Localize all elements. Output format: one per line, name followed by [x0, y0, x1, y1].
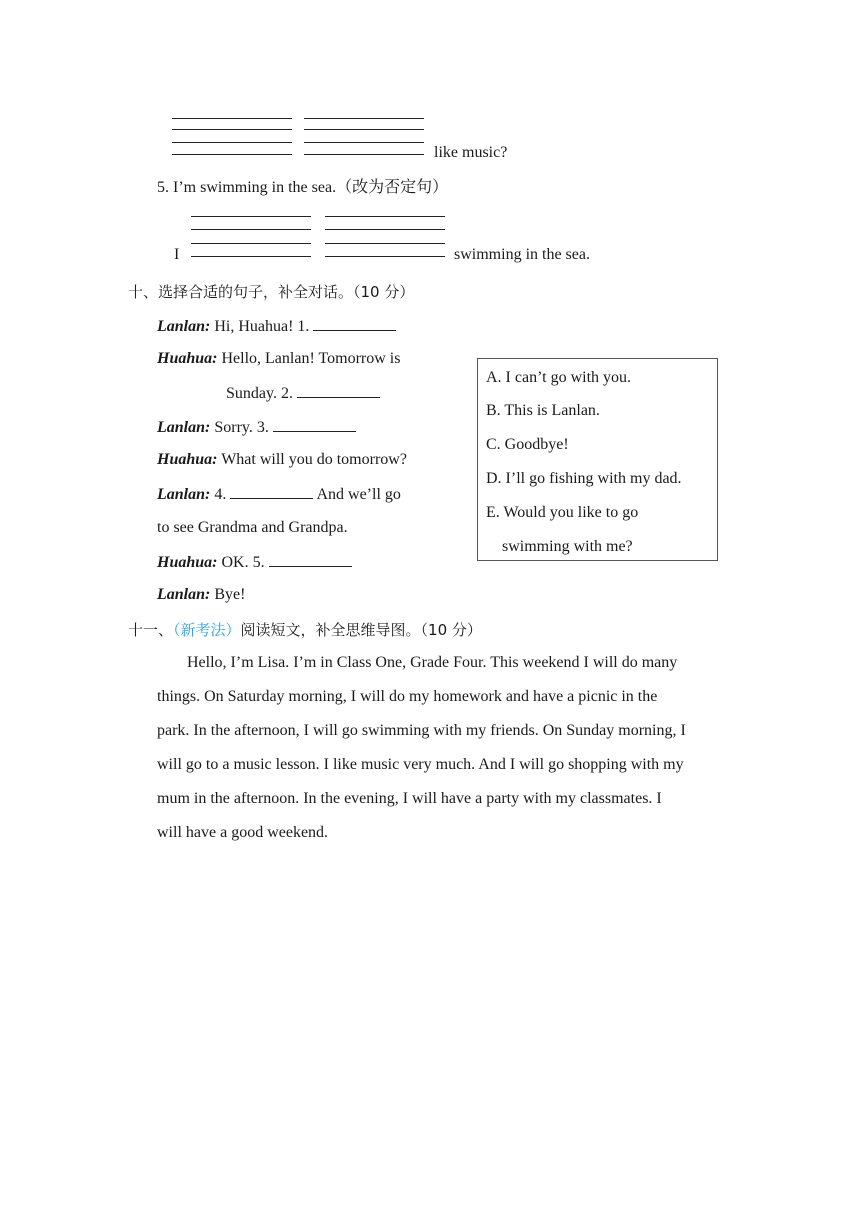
q5-prefix: I [174, 246, 180, 263]
answer-blank-q4-2[interactable] [304, 118, 424, 158]
dialogue-text: OK. 5. [221, 554, 265, 571]
dialogue-text: Sorry. 3. [214, 419, 269, 436]
dialogue-line [157, 417, 356, 438]
dialogue-text: 4. [214, 486, 227, 503]
speaker-name: Huahua: [157, 350, 218, 367]
option-e: E. Would you like to go [486, 504, 639, 521]
dialogue-text: What will you do tomorrow? [221, 451, 407, 468]
dialogue-line [157, 552, 352, 573]
q5-prompt: 5. I’m swimming in the sea.（改为否定句） [157, 179, 449, 196]
speaker-name: Huahua: [157, 451, 218, 468]
answer-blank-5[interactable] [269, 552, 352, 567]
q5-suffix: swimming in the sea. [454, 246, 590, 263]
option-b: B. This is Lanlan. [486, 402, 600, 419]
speaker-name: Lanlan: [157, 486, 211, 503]
passage-line: will have a good weekend. [157, 824, 329, 841]
section-number: 十一、 [128, 621, 174, 639]
dialogue-text: Hello, Lanlan! Tomorrow is [221, 350, 401, 367]
options-box [477, 358, 718, 561]
dialogue-text: Bye! [214, 586, 246, 603]
option-d: D. I’ll go fishing with my dad. [486, 470, 682, 487]
speaker-name: Lanlan: [157, 419, 211, 436]
answer-blank-1[interactable] [313, 316, 396, 331]
dialogue-line [157, 484, 401, 505]
new-method-tag: （新考法） [173, 621, 241, 639]
dialogue-text-after: And we’ll go [316, 486, 401, 503]
passage-line: Hello, I’m Lisa. I’m in Class One, Grade Four. This weekend I will do many [187, 654, 678, 671]
speaker-name: Lanlan: [157, 586, 211, 603]
answer-blank-q4-1[interactable] [172, 118, 292, 158]
answer-blank-2[interactable] [297, 383, 380, 398]
passage-line: will go to a music lesson. I like music very much. And I will go shopping with my [157, 756, 684, 773]
option-c: C. Goodbye! [486, 436, 569, 453]
dialogue-line [226, 383, 380, 404]
dialogue-line [157, 518, 348, 538]
option-e-continued: swimming with me? [502, 538, 633, 555]
section-11-heading [128, 619, 482, 640]
speaker-name: Lanlan: [157, 318, 211, 335]
passage-line: mum in the afternoon. In the evening, I will have a party with my classmates. I [157, 790, 662, 807]
speaker-name: Huahua: [157, 554, 218, 571]
dialogue-line [157, 450, 407, 470]
q4-suffix: like music? [434, 144, 508, 161]
answer-blank-3[interactable] [273, 417, 356, 432]
dialogue-text: Hi, Huahua! 1. [214, 318, 310, 335]
answer-blank-q5-2[interactable] [325, 216, 445, 256]
passage-line: park. In the afternoon, I will go swimming with my friends. On Sunday morning, I [157, 722, 686, 739]
option-a: A. I can’t go with you. [486, 369, 632, 386]
section-title: 阅读短文，补全思维导图。（10 分） [240, 621, 482, 639]
dialogue-line [157, 316, 396, 337]
dialogue-text: to see Grandma and Grandpa. [157, 519, 348, 536]
passage-line: things. On Saturday morning, I will do my homework and have a picnic in the [157, 688, 658, 705]
dialogue-text: Sunday. 2. [226, 385, 293, 402]
answer-blank-4[interactable] [230, 484, 313, 499]
dialogue-line [157, 349, 400, 369]
answer-blank-q5-1[interactable] [191, 216, 311, 256]
dialogue-line [157, 585, 245, 605]
section-10-heading: 十、选择合适的句子，补全对话。（10 分） [128, 283, 415, 301]
